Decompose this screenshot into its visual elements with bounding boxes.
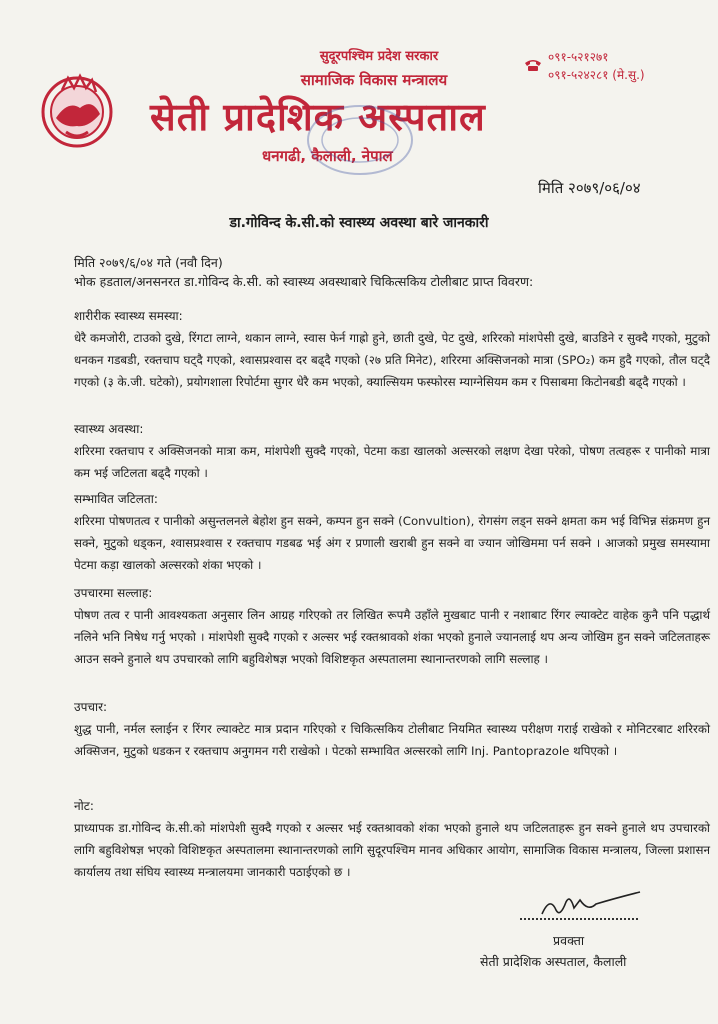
section-body: शरिरमा रक्तचाप र अक्सिजनको मात्रा कम, मांशपेशी सुक्दै गएको, पेटमा कडा खालको अल्सरको लक्षण देखा परेको, पोषण तत्वहरू र पानीको मात्रा कम भई जटिलता बढ्दै गएको । — [74, 444, 710, 480]
section-heading: सम्भावित जटिलता: — [74, 492, 158, 506]
phone-numbers — [548, 48, 645, 84]
section-heading: स्वास्थ्य अवस्था: — [74, 422, 144, 436]
section-heading: नोट: — [74, 799, 94, 813]
section-possible-complications — [74, 490, 710, 576]
telephone-icon — [524, 58, 542, 72]
section-body: धेरै कमजोरी, टाउको दुखे, रिंगटा लाग्ने, थकान लाग्ने, स्वास फेर्न गाह्रो हुने, छाती दुखे, पेट दुखे, शरिरको मांशपेसी दुखे, बाउडिने र सुक्दै गएको, मुटुको धनकन गडबडी, रक्तचाप घट्दै गएको, श्वासप्रश्वास दर बढ्दै गएको (२७ प्रति मिनेट), शरिरमा अक्सिजनको मात्रा (SPO₂) कम हुदै गएको, तौल घट्दै गएको (३ के.जी. घटेको), प्रयोगशाला रिपोर्टमा सुगर धेरै कम भएको, क्याल्सियम फस्फोरस म्याग्नेसियम कम र पिसाबमा किटोनबडी बढ्दै गएको । — [74, 331, 710, 389]
letter-date: मिति २०७९/०६/०४ — [538, 179, 641, 197]
intro-description: भोक हडताल/अनसनरत डा.गोविन्द के.सी. को स्वास्थ्य अवस्थाबारे चिकित्सकिय टोलीबाट प्राप्त विवरण: — [74, 274, 534, 289]
signature-icon — [536, 888, 646, 920]
intro-block — [74, 253, 684, 291]
section-body: शरिरमा पोषणतत्व र पानीको असुन्तलनले बेहोश हुन सक्ने, कम्पन हुन सक्ने (Convultion), रोगसंग लड्न सक्ने क्षमता कम भई विभिन्न संक्रमण हुन सक्ने, मुटुको धड्कन, श्वासप्रश्वास र रक्तचाप गडबढ भई अंग र प्रणाली खराबी हुन सक्ने वा ज्यान जोखिममा पर्न सक्ने । आजको प्रमुख समस्यामा पेटमा कड़ा खालको अल्सरको शंका भएको । — [74, 514, 710, 572]
hospital-location: धनगढी, कैलाली, नेपाल — [262, 147, 393, 165]
section-heading: उपचार: — [74, 700, 108, 714]
office-stamp-icon — [300, 100, 420, 180]
section-physical-problems — [74, 307, 710, 393]
spokesperson-label: प्रवक्ता — [553, 933, 585, 948]
section-body: शुद्ध पानी, नर्मल स्लाईन र रिंगर ल्याक्टेट मात्र प्रदान गरिएको र चिकित्सकिय टोलीबाट नियमित स्वास्थ्य परीक्षण गराई राखेको र मोनिटरबाट शरिरको अक्सिजन, मुटुको धडकन र रक्तचाप अनुगमन गरी राखेको । पेटको सम्भावित अल्सरको लागि Inj. Pantoprazole थपिएको । — [74, 722, 710, 758]
signature-line — [520, 918, 638, 920]
document-title: डा.गोविन्द के.सी.को स्वास्थ्य अवस्था बारे जानकारी — [229, 215, 489, 231]
section-health-status — [74, 420, 710, 484]
province-name: सुदूरपश्चिम प्रदेश सरकार — [319, 49, 439, 64]
hospital-title: सेती प्रादेशिक अस्पताल — [150, 95, 486, 139]
section-heading: शारीरीक स्वास्थ्य समस्या: — [74, 309, 183, 323]
intro-date: मिति २०७९/६/०४ गते (नवौ दिन) — [74, 255, 223, 270]
section-treatment — [74, 698, 710, 762]
section-body: पोषण तत्व र पानी आवश्यकता अनुसार लिन आग्रह गरिएको तर लिखित रूपमै उहाँले मुखबाट पानी र नशाबाट रिंगर ल्याक्टेट वाहेक कुनै पनि पद्धार्थ नलिने भनि निषेध गर्नु भएको । मांशपेशी सुक्दै गएको र अल्सर भई रक्तश्रावको शंका भएको हुनाले ज्यानलाई थप अन्य जोखिम हुन सक्ने जटिलताहरू आउन सक्ने हुनाले थप उपचारको लागि बहुविशेषज्ञ भएको विशिष्टकृत अस्पतालमा स्थानान्तरणको लागि सल्लाह । — [74, 608, 710, 666]
section-heading: उपचारमा सल्लाह: — [74, 586, 153, 600]
section-note — [74, 797, 710, 883]
section-body: प्राध्यापक डा.गोविन्द के.सी.को मांशपेशी सुक्दै गएको र अल्सर भई रक्तश्रावको शंका भएको हुनाले थप जटिलताहरू हुन सक्ने हुनाले थप उपचारको लागि बहुविशेषज्ञ भएको विशिष्टकृत अस्पतालमा स्थानान्तरणको लागि सुदूरपश्चिम मानव अधिकार आयोग, सामाजिक विकास मन्त्रालय, जिल्ला प्रशासन कार्यालय तथा संघिय स्वास्थ्य मन्त्रालयमा जानकारी पठाईएको छ । — [74, 821, 710, 879]
phone-number-2: ०९१-५२४२८१ (मे.सु.) — [548, 68, 645, 82]
hospital-signoff: सेती प्रादेशिक अस्पताल, कैलाली — [480, 954, 627, 969]
ministry-name: सामाजिक विकास मन्त्रालय — [300, 71, 448, 89]
phone-number-1: ०९१-५२१२७१ — [548, 50, 609, 64]
section-treatment-advice — [74, 584, 710, 670]
